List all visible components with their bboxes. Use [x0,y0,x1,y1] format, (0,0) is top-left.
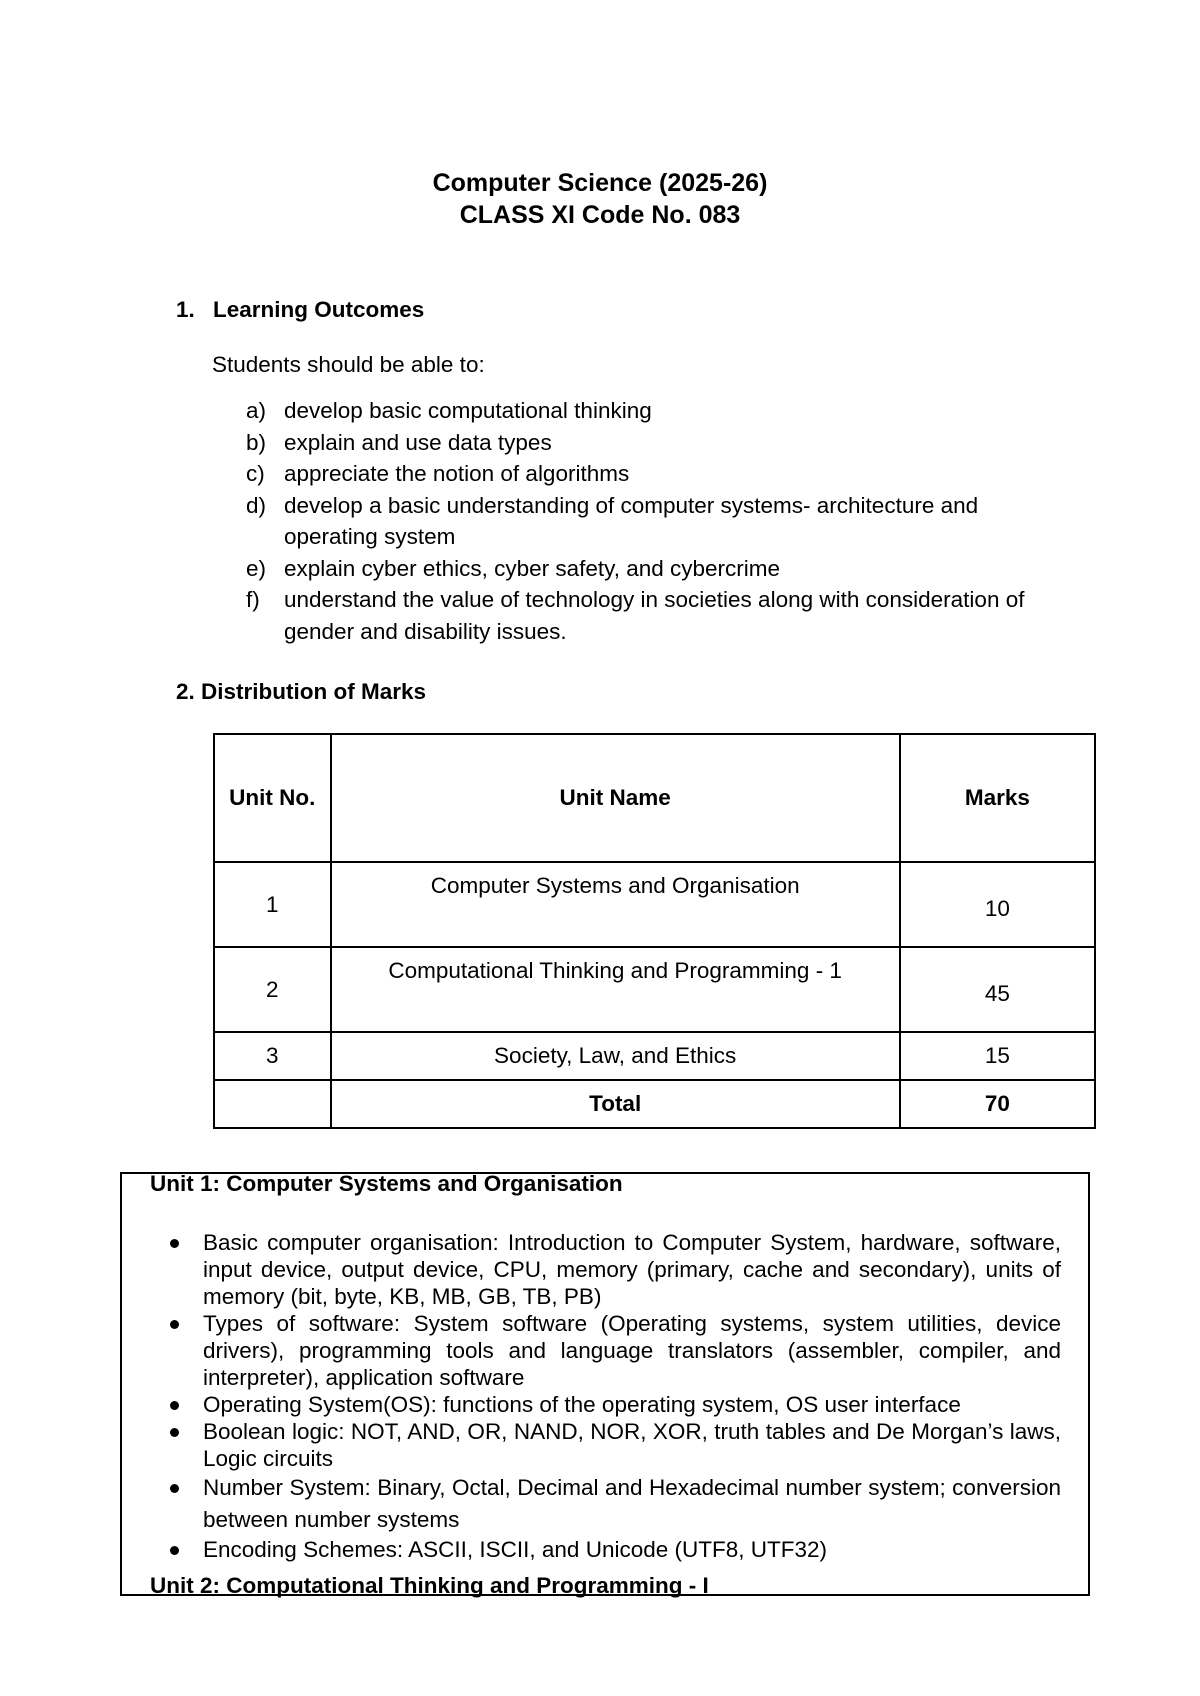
unit1-topic-list [168,1229,1061,1563]
section-number: 1. [176,297,195,322]
list-item [168,1391,1061,1418]
cell-unit-name: Computational Thinking and Programming - 1 [331,947,900,1032]
bullet-icon [170,1428,179,1437]
outcome-item [246,584,1076,647]
outcome-text: explain and use data types [284,429,552,455]
document-title: Computer Science (2025-26) [432,169,768,197]
cell-unit-no: 2 [214,947,331,1032]
topic-text: Basic computer organisation: Introduction to Computer System, hardware, software, input device, output device, CPU, memory (primary, cache and secondary), units of memory (bit, byte, KB, MB, GB, TB, PB) [203,1230,1061,1309]
outcome-label: c) [246,461,265,486]
outcome-item [246,427,1076,459]
marks-table [213,733,1096,1129]
table-row [214,1032,1095,1080]
topic-text: Number System: Binary, Octal, Decimal and Hexadecimal number system; conversion between number systems [203,1475,1061,1532]
topic-text: Types of software: System software (Operating systems, system utilities, device drivers), programming tools and language translators (assembler, compiler, and interpreter), application software [203,1311,1061,1390]
document-title-block [0,167,1200,231]
header-marks: Marks [900,734,1095,862]
outcome-label: a) [246,398,267,423]
topic-text: Encoding Schemes: ASCII, ISCII, and Unicode (UTF8, UTF32) [203,1537,828,1562]
header-unit-name: Unit Name [331,734,900,862]
outcome-text: explain cyber ethics, cyber safety, and cybercrime [284,555,781,581]
outcomes-intro: Students should be able to: [212,352,485,377]
outcome-text: develop a basic understanding of computer systems- architecture and operating system [284,492,979,549]
cell-total-marks: 70 [900,1080,1095,1128]
list-item [168,1418,1061,1472]
table-total-row [214,1080,1095,1128]
section-heading-text: Learning Outcomes [213,297,425,322]
cell-marks: 15 [900,1032,1095,1080]
cell-unit-name: Society, Law, and Ethics [331,1032,900,1080]
topic-text: Boolean logic: NOT, AND, OR, NAND, NOR, XOR, truth tables and De Morgan’s laws, Logic circuits [203,1419,1061,1471]
bullet-icon [170,1320,179,1329]
outcome-item [246,553,1076,585]
cell-unit-name: Computer Systems and Organisation [331,862,900,947]
cell-unit-no: 3 [214,1032,331,1080]
bullet-icon [170,1546,179,1555]
outcome-text: appreciate the notion of algorithms [284,461,630,486]
outcome-item [246,395,1076,427]
outcome-text: develop basic computational thinking [284,398,652,423]
table-row [214,862,1095,947]
bullet-icon [170,1484,179,1493]
cell-empty [214,1080,331,1128]
table-row [214,947,1095,1032]
outcome-item [246,458,1076,490]
list-item [168,1310,1061,1391]
outcomes-list [246,395,1076,647]
bullet-icon [170,1401,179,1410]
document-subtitle: CLASS XI Code No. 083 [459,201,741,229]
list-item [168,1229,1061,1310]
list-item [168,1472,1061,1536]
learning-outcomes-heading [176,297,424,323]
outcome-label: d) [246,492,267,518]
bullet-icon [170,1239,179,1248]
header-unit-no: Unit No. [214,734,331,862]
cell-total-label: Total [331,1080,900,1128]
cell-marks: 10 [900,862,1095,947]
outcome-label: b) [246,429,267,455]
outcome-label: e) [246,555,267,581]
list-item [168,1536,1061,1563]
distribution-heading: 2. Distribution of Marks [176,679,427,704]
cell-marks: 45 [900,947,1095,1032]
outcome-item [246,490,1076,553]
cell-unit-no: 1 [214,862,331,947]
topic-text: Operating System(OS): functions of the operating system, OS user interface [203,1392,961,1417]
unit1-title: Unit 1: Computer Systems and Organisation [150,1171,623,1196]
table-header-row [214,734,1095,862]
unit2-title: Unit 2: Computational Thinking and Programming - I [150,1573,709,1598]
outcome-text: understand the value of technology in societies along with consideration of gender and disability issues. [284,587,1025,644]
outcome-label: f) [246,587,260,612]
